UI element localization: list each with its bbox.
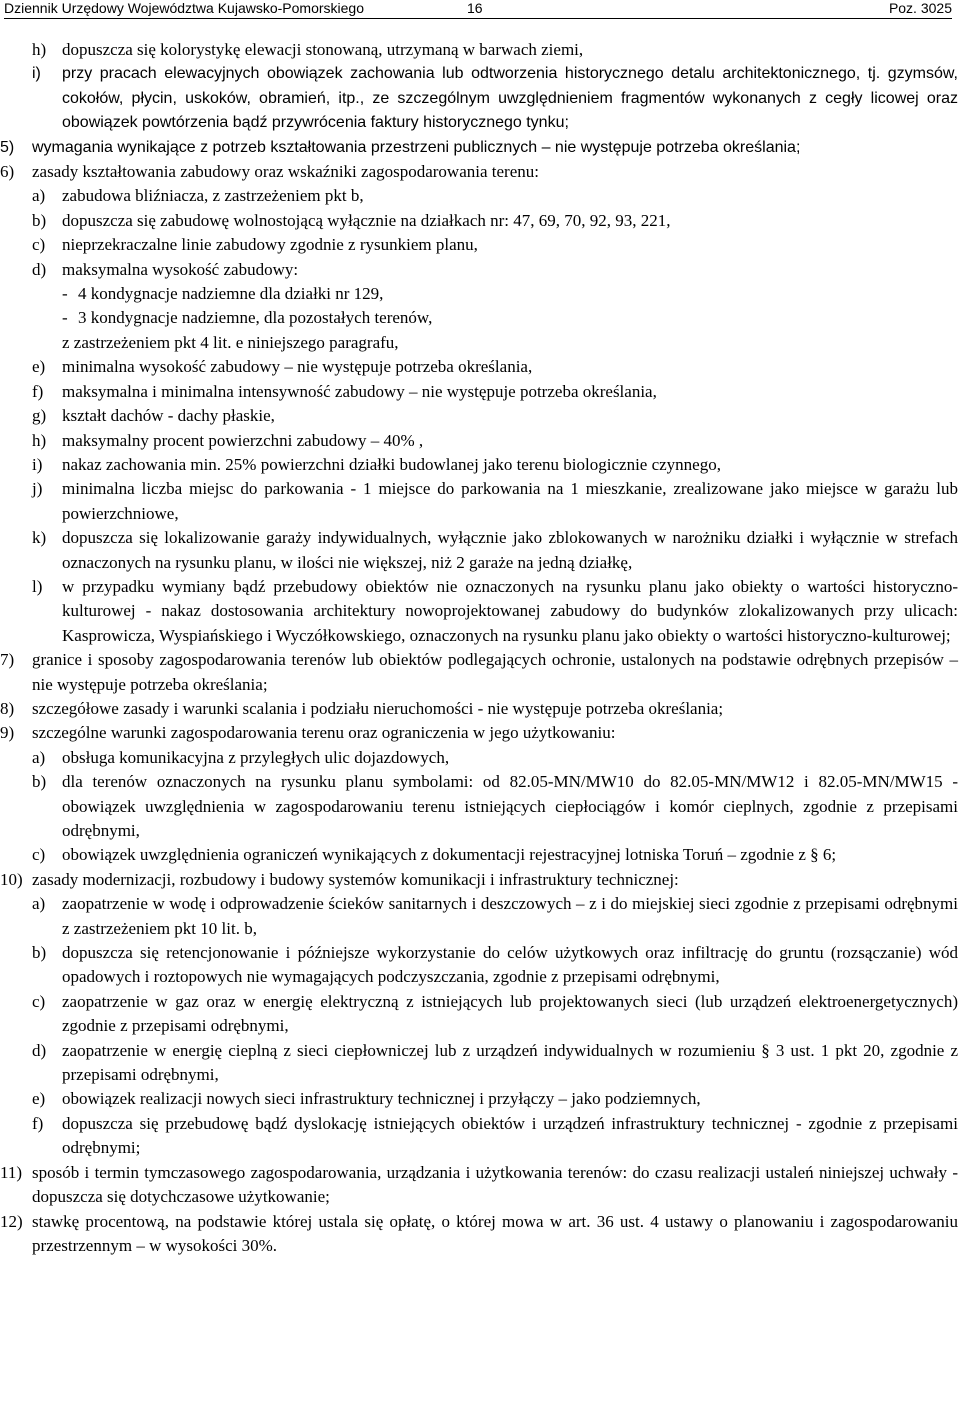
list-item [0, 746, 958, 770]
item-label: b) [32, 943, 47, 963]
item-text: nieprzekraczalne linie zabudowy zgodnie z rysunkiem planu, [62, 235, 478, 255]
item-text: dla terenów oznaczonych na rysunku planu symbolami: od 82.05-MN/MW10 do 82.05-MN/MW12 i 82.05-MN/MW15 - obowiązek uwzględnienia w zagospodarowaniu terenu istniejących ciepłociągów i komór cieplnych, zgodnie z przepisami odrębnymi, [62, 772, 958, 840]
item-label: h) [32, 430, 47, 450]
item-label: k) [32, 528, 47, 548]
item-text: zasady modernizacji, rozbudowy i budowy systemów komunikacji i infrastruktury technicznej: [32, 869, 679, 889]
item-label: d) [32, 1040, 47, 1060]
item-text: stawkę procentową, na podstawie której ustala się opłatę, o której mowa w art. 36 ust. 4 ustawy o planowaniu i zagospodarowaniu przestrzennym – w wysokości 30%. [32, 1211, 958, 1255]
item-text: dopuszcza się lokalizowanie garaży indywidualnych, wyłącznie jako zblokowanych w narożniku działki i wyłącznie w strefach oznaczonych na rysunku planu, w ilości nie większej, niż 2 garaże na jedną działkę, [62, 528, 958, 572]
list-item [0, 526, 958, 575]
item-text: dopuszcza się zabudowę wolnostojącą wyłącznie na działkach nr: 47, 69, 70, 92, 93, 221, [62, 210, 671, 230]
list-item [0, 306, 958, 330]
list-item [0, 843, 958, 867]
item-text: zaopatrzenie w gaz oraz w energię elektryczną z istniejących lub projektowanych sieci (lub urządzeń elektroenergetycznych) zgodnie z przepisami odrębnymi, [62, 991, 958, 1036]
item-label: c) [32, 991, 46, 1011]
item-text: dopuszcza się retencjonowanie i późniejsze wykorzystanie do celów użytkowych oraz infiltrację do gruntu (rozsączanie) wód opadowych i roztopowych nie wymagających podczyszczania, zgodnie z przepisami odrębnymi, [62, 943, 958, 987]
item-text: obowiązek uwzględnienia ograniczeń wynikających z dokumentacji rejestracyjnej lotniska Toruń – zgodnie z § 6; [62, 845, 837, 865]
item-label: a) [32, 894, 46, 914]
item-label: c) [32, 235, 46, 255]
list-item [0, 990, 958, 1039]
page-header [4, 0, 952, 19]
item-text: zaopatrzenie w energię cieplną z sieci ciepłowniczej lub z urządzeń indywidualnych w rozumieniu § 3 ust. 1 pkt 20, zgodnie z przepisami odrębnymi, [62, 1040, 958, 1085]
item-label: a) [32, 747, 46, 767]
item-text: minimalna liczba miejsc do parkowania - 1 miejsce do parkowania na 1 mieszkanie, zrealizowane jako miejsce w garażu lub powierzchniowe, [62, 479, 958, 523]
item-label: 11) [0, 1162, 23, 1182]
list-item [0, 184, 958, 208]
list-item [0, 331, 958, 355]
list-item [0, 453, 958, 477]
list-item [0, 697, 958, 721]
item-label: f) [32, 1113, 44, 1133]
document-body [0, 38, 958, 1258]
item-label: j) [32, 479, 43, 499]
list-item [0, 404, 958, 428]
item-text: sposób i termin tymczasowego zagospodarowania, urządzania i użytkowania terenów: do czasu realizacji ustaleń niniejszej uchwały - dopuszcza się dotychczasowe użytkowanie; [32, 1162, 958, 1207]
item-text: kształt dachów - dachy płaskie, [62, 406, 275, 426]
item-text: 3 kondygnacje nadziemne, dla pozostałych terenów, [78, 308, 433, 328]
item-label: b) [32, 772, 47, 792]
position-number: Poz. 3025 [888, 0, 952, 16]
item-text: obsługa komunikacyjna z przyległych ulic dojazdowych, [62, 747, 450, 767]
item-label: 5) [0, 138, 15, 156]
list-item [0, 892, 958, 941]
item-text: zaopatrzenie w wodę i odprowadzenie ścieków sanitarnych i deszczowych – z i do miejskiej sieci zgodnie z przepisami odrębnymi z zastrzeżeniem pkt 10 lit. b, [62, 894, 958, 938]
item-text: granice i sposoby zagospodarowania terenów lub obiektów podlegających ochronie, ustalonych na podstawie odrębnych przepisów – nie występuje potrzeba określania; [32, 650, 958, 694]
item-text: szczególne warunki zagospodarowania terenu oraz ograniczenia w jego użytkowaniu: [32, 723, 616, 743]
list-item [0, 258, 958, 282]
item-text: w przypadku wymiany bądź przebudowy obiektów nie oznaczonych na rysunku planu jako obiekty o wartości historyczno-kulturowej - nakaz dostosowania architektury nowoprojektowanej zabudowy do budynków zlokalizowanych przy ulicach: Kasprowicza, Wyspiańskiego i Wyczółkowskiego, oznaczonych na rysunku planu jako obiekty o wartości historyczno-kulturowej; [62, 576, 958, 645]
item-label: - [62, 284, 68, 304]
list-item [0, 62, 958, 135]
list-item [0, 355, 958, 379]
list-item [0, 209, 958, 233]
journal-title: Dziennik Urzędowy Województwa Kujawsko-Pomorskiego [4, 0, 364, 16]
item-label: 8) [0, 698, 15, 718]
item-label: e) [32, 357, 46, 377]
item-text: zasady kształtowania zabudowy oraz wskaźniki zagospodarowania terenu: [32, 162, 539, 182]
item-text: dopuszcza się kolorystykę elewacji stonowaną, utrzymaną w barwach ziemi, [62, 40, 584, 59]
item-text: minimalna wysokość zabudowy – nie występuje potrzeba określania, [62, 357, 533, 377]
item-text: 4 kondygnacje nadziemne dla działki nr 129, [78, 284, 384, 304]
item-label: - [62, 308, 68, 328]
item-label: g) [32, 406, 47, 426]
item-label: f) [32, 381, 44, 401]
item-label: b) [32, 210, 47, 230]
list-item [0, 941, 958, 990]
item-label: i) [32, 65, 41, 83]
item-label: e) [32, 1089, 46, 1109]
item-label: c) [32, 845, 46, 865]
item-text: obowiązek realizacji nowych sieci infrastruktury technicznej i przyłączy – jako podziemnych, [62, 1089, 701, 1109]
list-item [0, 477, 958, 526]
item-text: dopuszcza się przebudowę bądź dyslokację istniejących obiektów i urządzeń infrastruktury technicznej - zgodnie z przepisami odrębnymi; [62, 1113, 958, 1158]
list-item [0, 868, 958, 892]
item-label: 12) [0, 1211, 23, 1231]
list-item [0, 136, 958, 160]
item-label: 7) [0, 650, 15, 670]
item-text: z zastrzeżeniem pkt 4 lit. e niniejszego paragrafu, [62, 332, 399, 352]
list-item [0, 38, 958, 62]
item-label: i) [32, 454, 43, 474]
list-item [0, 1112, 958, 1161]
item-label: d) [32, 259, 47, 279]
list-item [0, 1039, 958, 1088]
list-item [0, 282, 958, 306]
list-item [0, 1161, 958, 1210]
item-text: zabudowa bliźniacza, z zastrzeżeniem pkt b, [62, 186, 364, 206]
list-item [0, 233, 958, 257]
item-text: wymagania wynikające z potrzeb kształtowania przestrzeni publicznych – nie występuje potrzeba określania; [32, 138, 801, 156]
item-label: h) [32, 40, 47, 59]
list-item [0, 429, 958, 453]
item-text: nakaz zachowania min. 25% powierzchni działki budowlanej jako terenu biologicznie czynnego, [62, 454, 721, 474]
item-text: maksymalna i minimalna intensywność zabudowy – nie występuje potrzeba określania, [62, 381, 657, 401]
list-item [0, 1210, 958, 1259]
item-text: maksymalna wysokość zabudowy: [62, 259, 299, 279]
item-label: 10) [0, 869, 23, 889]
item-text: przy pracach elewacyjnych obowiązek zachowania lub odtworzenia historycznego detalu architektonicznego, tj. gzymsów, cokołów, płycin, uskoków, obramień, itp., ze szczególnym uwzględnieniem fragmentów wykonanych z cegły licowej oraz obowiązek powtórzenia bądź przywrócenia faktury historycznego tynku; [62, 65, 958, 132]
list-item [0, 1087, 958, 1111]
page-number: 16 [467, 0, 483, 16]
list-item [0, 575, 958, 648]
list-item [0, 648, 958, 697]
list-item [0, 721, 958, 745]
item-label: 9) [0, 723, 15, 743]
item-text: maksymalny procent powierzchni zabudowy – 40% , [62, 430, 424, 450]
list-item [0, 380, 958, 404]
item-label: a) [32, 186, 46, 206]
list-item [0, 160, 958, 184]
list-item [0, 770, 958, 843]
item-text: szczegółowe zasady i warunki scalania i podziału nieruchomości - nie występuje potrzeba określania; [32, 698, 724, 718]
item-label: 6) [0, 162, 15, 182]
item-label: l) [32, 576, 43, 596]
